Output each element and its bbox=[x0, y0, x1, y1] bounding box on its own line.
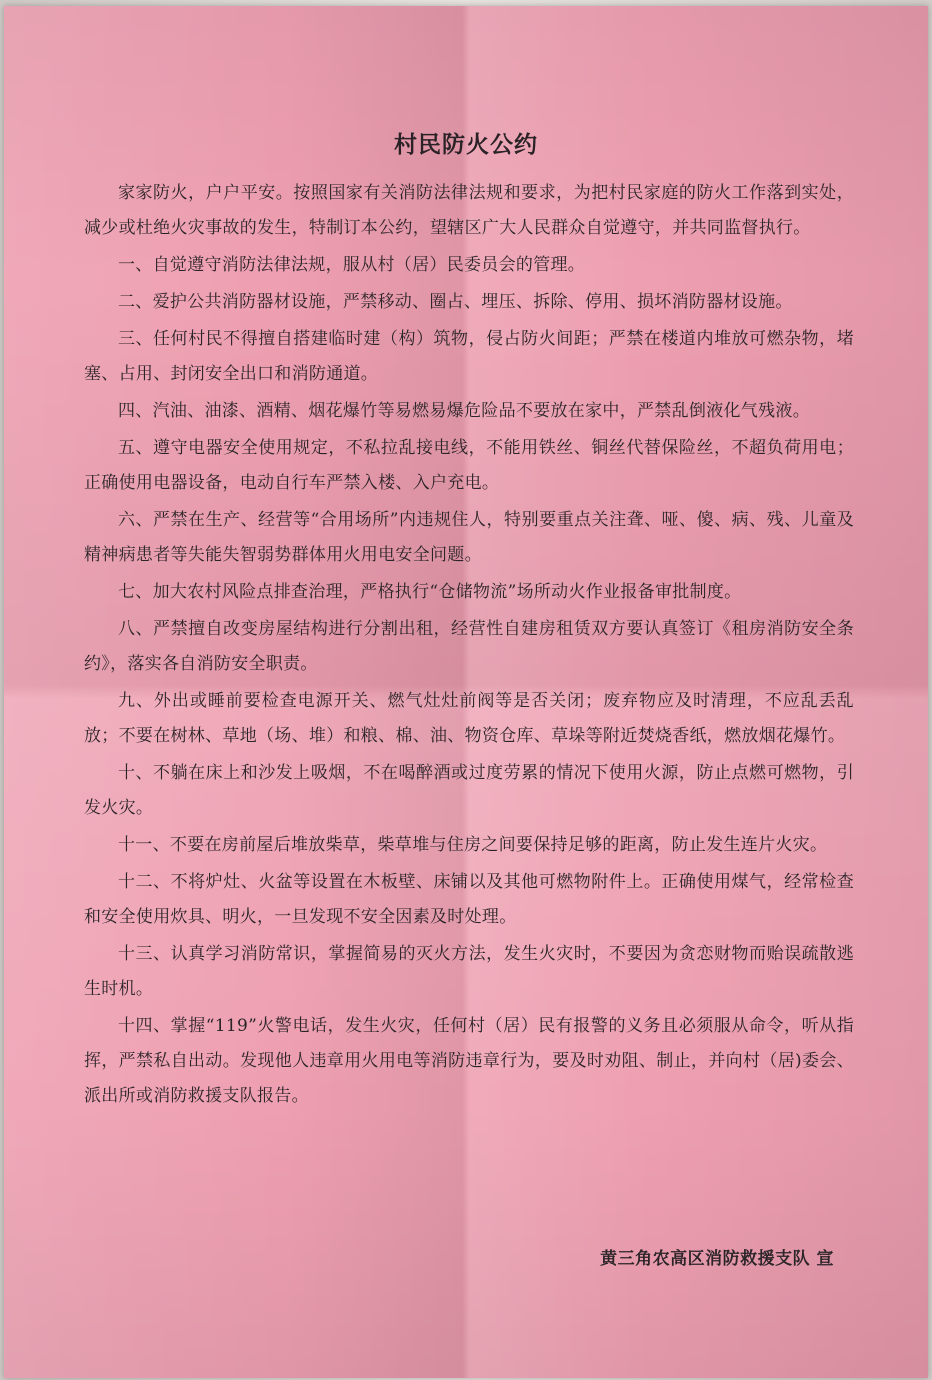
article-14: 十四、掌握“119”火警电话，发生火灾，任何村（居）民有报警的义务且必须服从命令，听从指挥，严禁私自出动。发现他人违章用火用电等消防违章行为，要及时劝阻、制止，并向村（居)委会、派出所或消防救援支队报告。 bbox=[84, 1016, 854, 1106]
intro-paragraph: 家家防火，户户平安。按照国家有关消防法律法规和要求，为把村民家庭的防火工作落到实处，减少或杜绝火灾事故的发生，特制订本公约，望辖区广大人民群众自觉遵守，并共同监督执行。 bbox=[84, 183, 854, 238]
article-9: 九、外出或睡前要检查电源开关、燃气灶灶前阀等是否关闭；废弃物应及时清理，不应乱丢乱放；不要在树林、草地（场、堆）和粮、棉、油、物资仓库、草垛等附近焚烧香纸，燃放烟花爆竹。 bbox=[84, 691, 854, 746]
article-4: 四、汽油、油漆、酒精、烟花爆竹等易燃易爆危险品不要放在家中，严禁乱倒液化气残液。 bbox=[118, 401, 810, 421]
issuer-signature: 黄三角农高区消防救援支队 宣 bbox=[600, 1249, 834, 1269]
article-12: 十二、不将炉灶、火盆等设置在木板壁、床铺以及其他可燃物附件上。正确使用煤气，经常检查和安全使用炊具、明火，一旦发现不安全因素及时处理。 bbox=[84, 872, 854, 927]
article-3: 三、任何村民不得擅自搭建临时建（构）筑物，侵占防火间距；严禁在楼道内堆放可燃杂物，堵塞、占用、封闭安全出口和消防通道。 bbox=[84, 329, 854, 384]
article-7: 七、加大农村风险点排查治理，严格执行“仓储物流”场所动火作业报备审批制度。 bbox=[118, 582, 742, 602]
article-1: 一、自觉遵守消防法律法规，服从村（居）民委员会的管理。 bbox=[118, 255, 586, 275]
article-8: 八、严禁擅自改变房屋结构进行分割出租，经营性自建房租赁双方要认真签订《租房消防安全条约》，落实各自消防安全职责。 bbox=[84, 619, 854, 674]
document-title: 村民防火公约 bbox=[394, 131, 538, 158]
notice-paper bbox=[4, 6, 928, 1378]
article-13: 十三、认真学习消防常识，掌握简易的灭火方法，发生火灾时，不要因为贪恋财物而贻误疏散逃生时机。 bbox=[84, 944, 854, 999]
article-2: 二、爱护公共消防器材设施，严禁移动、圈占、埋压、拆除、停用、损坏消防器材设施。 bbox=[118, 292, 793, 312]
document-body bbox=[84, 176, 854, 1116]
article-11: 十一、不要在房前屋后堆放柴草，柴草堆与住房之间要保持足够的距离，防止发生连片火灾。 bbox=[118, 835, 828, 855]
article-5: 五、遵守电器安全使用规定，不私拉乱接电线，不能用铁丝、铜丝代替保险丝，不超负荷用电；正确使用电器设备，电动自行车严禁入楼、入户充电。 bbox=[84, 438, 854, 493]
article-10: 十、不躺在床上和沙发上吸烟，不在喝醉酒或过度劳累的情况下使用火源，防止点燃可燃物，引发火灾。 bbox=[84, 763, 854, 818]
article-6: 六、严禁在生产、经营等“合用场所”内违规住人，特别要重点关注聋、哑、傻、病、残、儿童及精神病患者等失能失智弱势群体用火用电安全问题。 bbox=[84, 510, 854, 565]
